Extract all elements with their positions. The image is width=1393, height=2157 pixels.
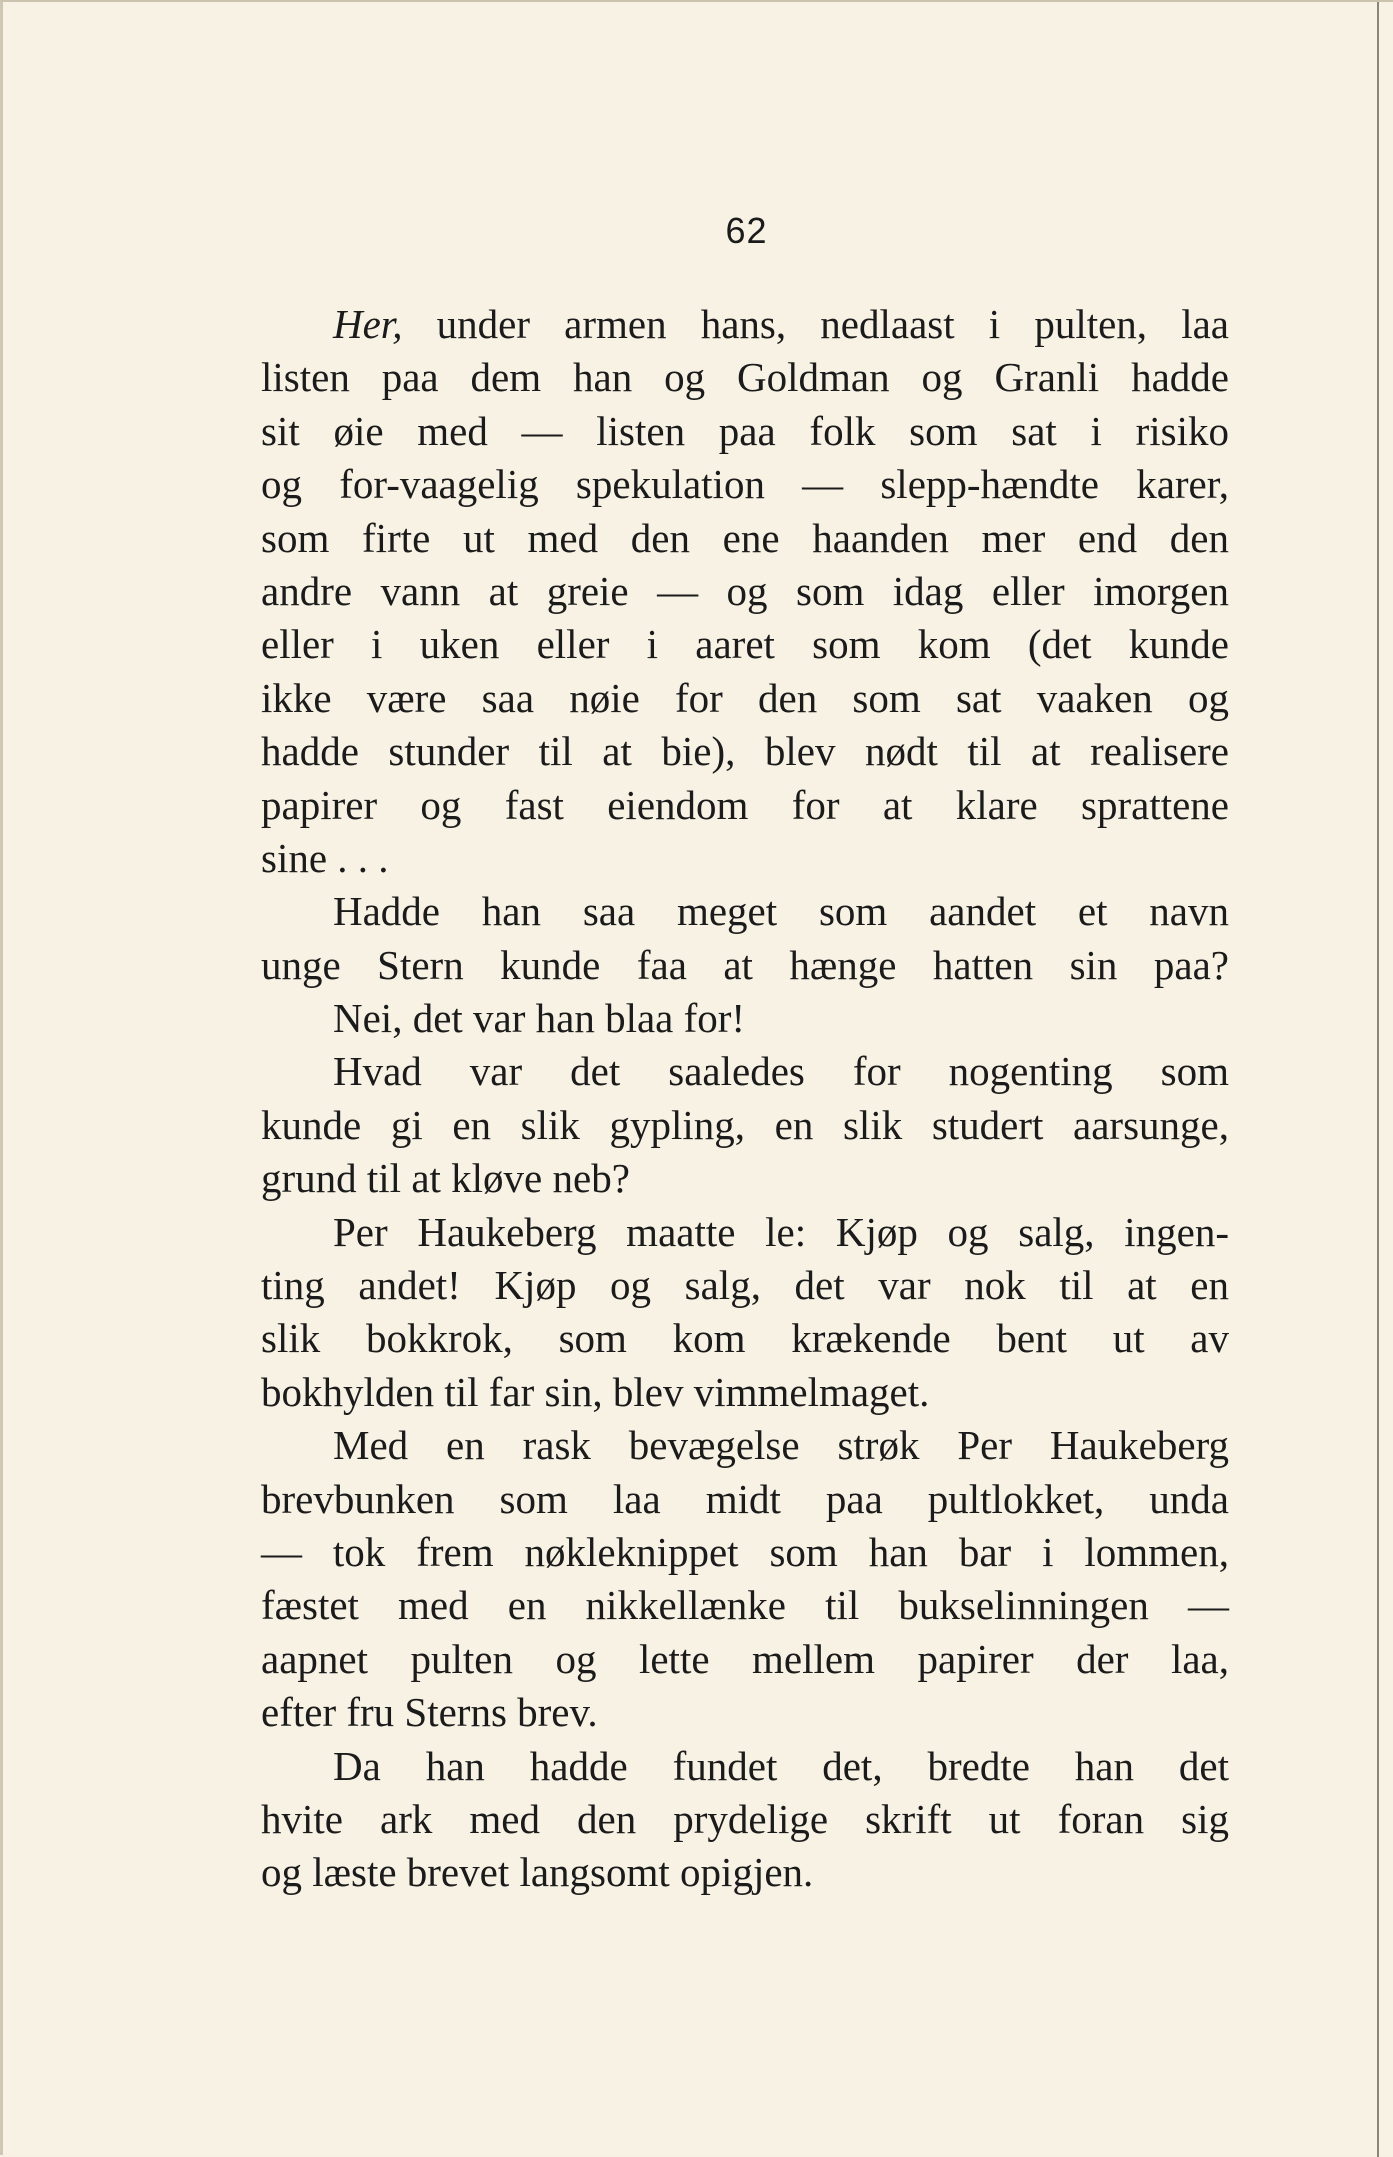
text-line: unge Stern kunde faa at hænge hatten sin paa? [261, 941, 1229, 988]
text-line: kunde gi en slik gypling, en slik studert aarsunge, [261, 1101, 1229, 1148]
text-line: Da han hadde fundet det, bredte han det [333, 1742, 1229, 1789]
text-line: ikke være saa nøie for den som sat vaaken og [261, 674, 1229, 721]
text-line: brevbunken som laa midt paa pultlokket, unda [261, 1475, 1229, 1522]
text-line: sit øie med — listen paa folk som sat i risiko [261, 407, 1229, 454]
text-line: Nei, det var han blaa for! [333, 995, 746, 1042]
text-line: andre vann at greie — og som idag eller imorgen [261, 567, 1229, 614]
text-line: hadde stunder til at bie), blev nødt til at realisere [261, 728, 1229, 775]
text-line: grund til at kløve neb? [261, 1155, 630, 1202]
text-line: ting andet! Kjøp og salg, det var nok til at en [261, 1262, 1229, 1309]
text-line: Hvad var det saaledes for nogenting som [333, 1048, 1229, 1095]
text-line: — tok frem nøkleknippet som han bar i lommen, [261, 1528, 1229, 1575]
text-line: Her, under armen hans, nedlaast i pulten, laa [333, 301, 1229, 347]
italic-word: Her, [333, 301, 403, 347]
body-text [261, 298, 1229, 1900]
text-line: papirer og fast eiendom for at klare sprattene [261, 781, 1229, 828]
text-line: sine . . . [261, 834, 389, 881]
text-line: Per Haukeberg maatte le: Kjøp og salg, ingen- [333, 1208, 1229, 1255]
text-line: hvite ark med den prydelige skrift ut foran sig [261, 1795, 1229, 1842]
text-line: og for-vaagelig spekulation — slepp-hændte karer, [261, 461, 1229, 508]
text-line: eller i uken eller i aaret som kom (det kunde [261, 621, 1229, 668]
text-line: Med en rask bevægelse strøk Per Haukeberg [333, 1422, 1229, 1469]
page-edge [1377, 2, 1379, 2157]
text-line: bokhylden til far sin, blev vimmelmaget. [261, 1368, 930, 1415]
text-line: Hadde han saa meget som aandet et navn [333, 888, 1229, 935]
text-line: slik bokkrok, som kom krækende bent ut av [261, 1315, 1229, 1362]
text-line: aapnet pulten og lette mellem papirer der laa, [261, 1635, 1229, 1682]
page-number: 62 [725, 210, 768, 251]
text-line: og læste brevet langsomt opigjen. [261, 1849, 814, 1896]
text-line: fæstet med en nikkellænke til bukselinningen — [261, 1582, 1229, 1629]
text-line: efter fru Sterns brev. [261, 1689, 598, 1736]
text-line: listen paa dem han og Goldman og Granli hadde [261, 354, 1229, 401]
text-line: som firte ut med den ene haanden mer end den [261, 514, 1229, 561]
